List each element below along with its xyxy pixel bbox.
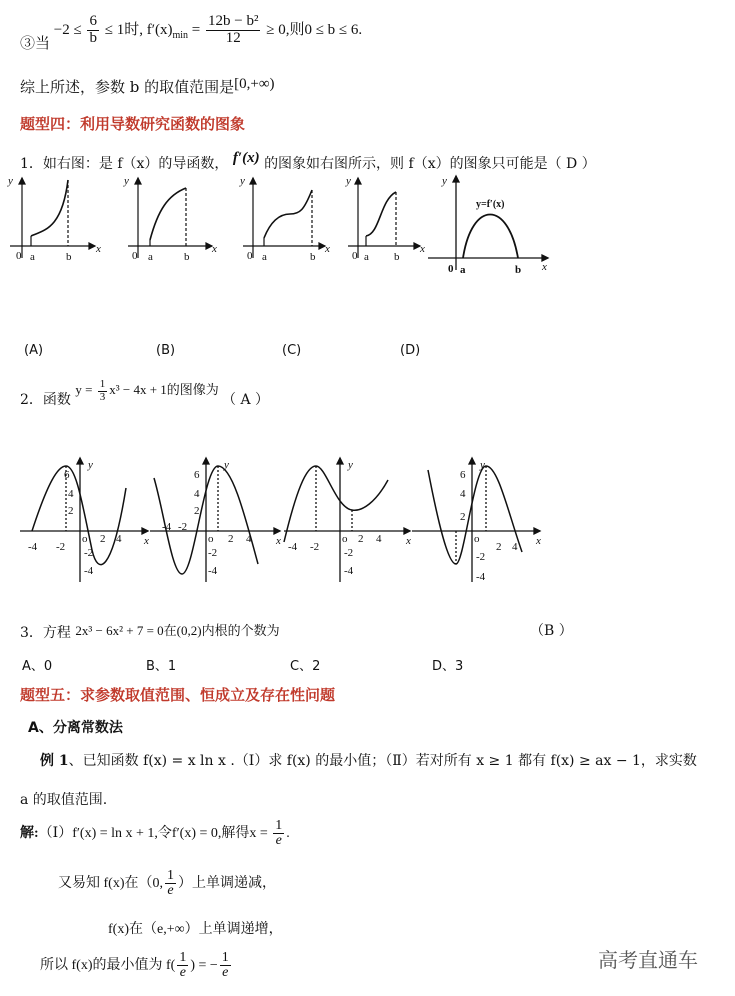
graph-fprime <box>428 176 548 270</box>
q2a-o: o <box>82 533 88 545</box>
q3-choice-d: D、3 <box>432 659 464 674</box>
q2b-tm4: -4 <box>208 565 218 577</box>
circled-three: ③当 <box>20 36 51 52</box>
gfp-y: y <box>442 175 447 187</box>
gb-y: y <box>124 175 129 187</box>
fraction-12b: $\frac{\text{12b − b²}}{12}$ <box>208 13 259 47</box>
q2d-tm4: -4 <box>476 571 486 583</box>
gd-a: a <box>364 251 369 263</box>
q2d-t2: 2 <box>460 511 466 523</box>
q2d-y: y <box>480 459 485 471</box>
q2b-tm2: -2 <box>208 547 218 559</box>
graph-c <box>243 178 325 258</box>
example-1-cont: a 的取值范围. <box>20 792 108 808</box>
gb-x: x <box>212 243 217 255</box>
q2a-xm2: -2 <box>56 541 66 553</box>
q3-answer: （B ） <box>530 623 573 639</box>
gfp-x: x <box>542 261 547 273</box>
watermark: 高考直通车 <box>598 948 698 972</box>
q2b-x2: 2 <box>228 533 234 545</box>
q2a-t4: 4 <box>68 488 74 500</box>
q2-graphs <box>0 452 735 592</box>
q3-choice-c: C、2 <box>290 659 321 674</box>
gc-y: y <box>240 175 245 187</box>
gfp-label: y=f′(x) <box>476 199 505 210</box>
q2-graph-b <box>150 458 280 582</box>
q2a-xm4: -4 <box>28 541 38 553</box>
q2c-x: x <box>406 535 411 547</box>
gfp-o: 0 <box>448 263 454 275</box>
condition-line: ③当 −2 ≤ $\frac{6}{b}$ ≤ 1时, $f'(x)_{min}$ = $\frac{\text{12b − b²}}{12}$ ≥ 0,则0 ≤ b ≤ 6. <box>20 13 363 52</box>
section-5-title: 题型五：求参数取值范围、恒成立及存在性问题 <box>20 686 336 704</box>
question-1: 1．如右图：是 f（x）的导函数， f′(x) 的图象如右图所示，则 f（x）的图象只可能是（ D ） <box>20 150 596 172</box>
gd-o: 0 <box>352 250 358 262</box>
q2c-xm4: -4 <box>288 541 298 553</box>
q1-graphs <box>0 170 735 280</box>
gb-b: b <box>184 251 190 263</box>
q2a-tm4: -4 <box>84 565 94 577</box>
q2c-xm2: -2 <box>310 541 320 553</box>
q2a-x2: 2 <box>100 533 106 545</box>
sub-a-title: A、分离常数法 <box>28 720 123 736</box>
example-1: 例 1、已知函数 f(x) = x ln x .（Ⅰ）求 f(x) 的最小值；（Ⅱ）若对所有 x ≥ 1 都有 f(x) ≥ ax − 1，求实数 <box>40 753 697 769</box>
q2a-x: x <box>144 535 149 547</box>
question-3: 3．方程 2x³ − 6x² + 7 = 0在(0,2)内根的个数为 <box>20 623 280 641</box>
gd-y: y <box>346 175 351 187</box>
gd-b: b <box>394 251 400 263</box>
q1-option-c: (C) <box>282 343 302 358</box>
gb-a: a <box>148 251 153 263</box>
q1-option-b: (B) <box>156 343 176 358</box>
solution-min: 所以 f(x)的最小值为 f( $\frac{1}{e}$ ) = − $\frac{1}{e}$ <box>40 949 229 981</box>
gc-b: b <box>310 251 316 263</box>
q2c-tm4: -4 <box>344 565 354 577</box>
gb-o: 0 <box>132 250 138 262</box>
ga-x: x <box>96 243 101 255</box>
q1-option-d: (D) <box>400 343 421 358</box>
q2d-x2: 2 <box>496 541 502 553</box>
solution-increasing: f(x)在（e,+∞）上单调递增， <box>108 922 283 937</box>
q2c-o: o <box>342 533 348 545</box>
q2d-o: o <box>474 533 480 545</box>
q2b-y: y <box>224 459 229 471</box>
ga-b: b <box>66 251 72 263</box>
gd-x: x <box>420 243 425 255</box>
graph-d <box>348 178 420 258</box>
q2c-x4: 4 <box>376 533 382 545</box>
q2b-t2: 2 <box>194 505 200 517</box>
q2b-o: o <box>208 533 214 545</box>
gfp-b: b <box>515 264 522 276</box>
summary-line: 综上所述，参数 b 的取值范围是[0,+∞) <box>20 76 275 96</box>
q2b-t6: 6 <box>194 469 200 481</box>
q2-graph-d <box>412 458 540 582</box>
q2d-t6: 6 <box>460 469 466 481</box>
q2b-x: x <box>276 535 281 547</box>
gc-o: 0 <box>247 250 253 262</box>
question-2: 2．函数 y = $\frac{1}{3}$ x³ − 4x + 1的图像为 （ A ） <box>20 377 270 408</box>
q2d-x4: 4 <box>512 541 518 553</box>
ga-y: y <box>8 175 13 187</box>
solution-decreasing: 又易知 f(x)在（0, $\frac{1}{e}$ ）上单调递减， <box>58 867 276 899</box>
q2-graph-c <box>284 458 410 582</box>
ga-a: a <box>30 251 35 263</box>
q2b-t4: 4 <box>194 488 200 500</box>
q2a-x4: 4 <box>116 533 122 545</box>
q2a-t6: 6 <box>64 469 70 481</box>
q2d-x: x <box>536 535 541 547</box>
q2a-tm2: -2 <box>84 547 94 559</box>
solution-line-1: 解:（Ⅰ）f′(x) = ln x + 1,令f′(x) = 0,解得x = $\frac{1}{e}$ . <box>20 817 290 849</box>
q2d-tm2: -2 <box>476 551 486 563</box>
q2b-xm4: -4 <box>162 521 172 533</box>
q2b-x4: 4 <box>246 533 252 545</box>
fraction-6-over-b: $\frac{6}{b}$ <box>89 13 97 47</box>
gfp-a: a <box>460 264 466 276</box>
q2b-xm2: -2 <box>178 521 188 533</box>
q2c-tm2: -2 <box>344 547 354 559</box>
graph-a <box>10 178 95 258</box>
graph-b <box>128 178 212 258</box>
q2c-y: y <box>348 459 353 471</box>
q2-graph-a <box>20 458 148 582</box>
q2a-y: y <box>88 459 93 471</box>
ga-o: 0 <box>16 250 22 262</box>
gc-x: x <box>325 243 330 255</box>
q2c-x2: 2 <box>358 533 364 545</box>
gc-a: a <box>262 251 267 263</box>
q3-choice-b: B、1 <box>146 659 177 674</box>
q3-choice-a: A、0 <box>22 659 53 674</box>
section-4-title: 题型四：利用导数研究函数的图象 <box>20 115 246 133</box>
q2d-t4: 4 <box>460 488 466 500</box>
q2a-t2: 2 <box>68 505 74 517</box>
q1-option-a: (A) <box>24 343 44 358</box>
